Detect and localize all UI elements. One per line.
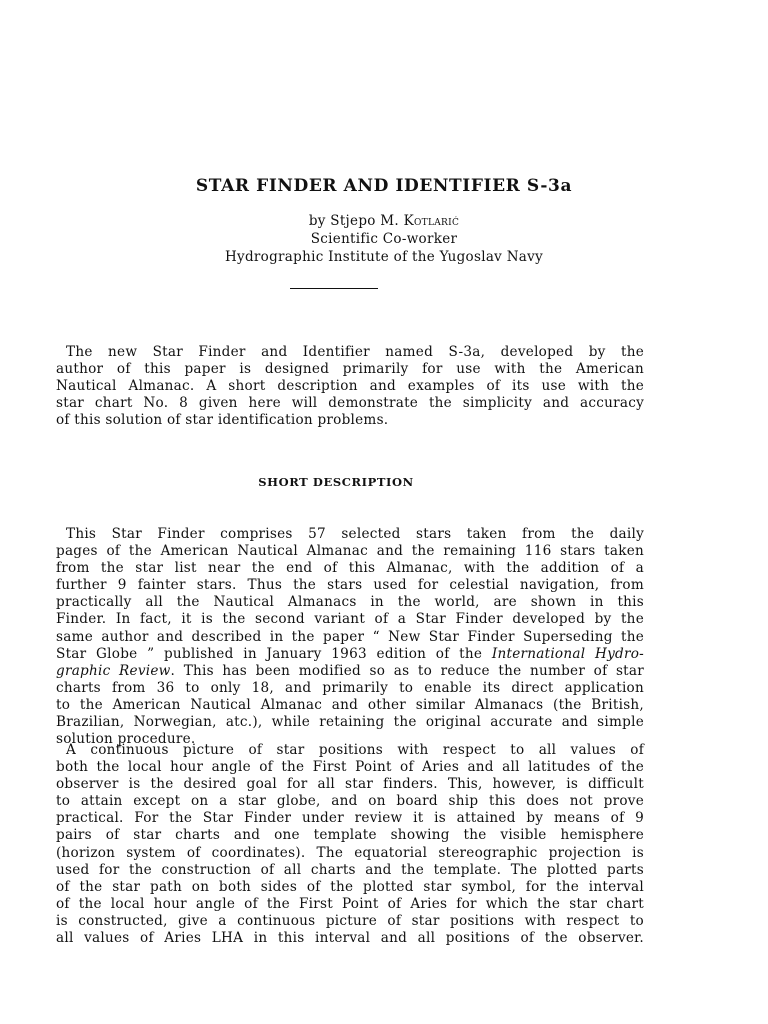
body-line: solution procedure.: [56, 731, 196, 748]
body-line: [56, 663, 644, 680]
body-line: pages of the American Nautical Almanac and the remaining 116 stars taken: [56, 543, 644, 560]
intro-paragraph: [56, 344, 644, 429]
body-line: of the local hour angle of the First Point of Aries for which the star chart: [56, 895, 644, 912]
body-line: same author and described in the paper “ New Star Finder Superseding the: [56, 628, 644, 645]
byline: [0, 212, 768, 266]
section-heading: [0, 475, 672, 489]
paper-title: STAR FINDER AND IDENTIFIER S-3a: [195, 176, 573, 196]
intro-line: author of this paper is designed primarily for use with the American: [56, 361, 644, 378]
body-line-text: . This has been modified so as to reduce the number of star: [170, 662, 645, 679]
body-line: Brazilian, Norwegian, atc.), while retaining the original accurate and simple: [56, 714, 644, 731]
body-line: used for the construction of all charts and the template. The plotted parts: [56, 861, 644, 878]
section-heading-text: SHORT DESCRIPTION: [258, 475, 414, 489]
body-line: charts from 36 to only 18, and primarily to enable its direct application: [56, 679, 644, 696]
author-prefix: by Stjepo M.: [308, 213, 404, 229]
intro-line: The new Star Finder and Identifier named S-3a, developed by the: [66, 344, 644, 360]
section-paragraph-1: [56, 526, 644, 748]
section-paragraph-2: [56, 742, 644, 947]
author-line: [0, 212, 768, 230]
body-line: further 9 fainter stars. Thus the stars used for celestial navigation, from: [56, 577, 644, 594]
journal-name-part1: International Hydro-: [491, 645, 644, 662]
intro-line: Nautical Almanac. A short description and examples of its use with the: [56, 378, 644, 395]
body-line: [56, 646, 644, 663]
body-line: all values of Aries LHA in this interval and all positions of the observer.: [56, 930, 644, 947]
body-line: to attain except on a star globe, and on board ship this does not prove: [56, 793, 644, 810]
author-surname: Kotlarić: [403, 213, 460, 229]
intro-line: of this solution of star identification problems.: [56, 412, 389, 429]
body-line: This Star Finder comprises 57 selected stars taken from the daily: [66, 526, 644, 542]
body-line: to the American Nautical Almanac and other similar Almanacs (the British,: [56, 696, 644, 713]
author-position: Scientific Co-worker: [310, 231, 458, 247]
title-divider: [290, 288, 378, 289]
intro-line: star chart No. 8 given here will demonstrate the simplicity and accuracy: [56, 395, 644, 412]
body-line: both the local hour angle of the First Point of Aries and all latitudes of the: [56, 759, 644, 776]
body-line: A continuous picture of star positions with respect to all values of: [66, 742, 644, 758]
body-line: practical. For the Star Finder under review it is attained by means of 9: [56, 810, 644, 827]
journal-name-part2: graphic Review: [56, 662, 171, 679]
body-line: practically all the Nautical Almanacs in the world, are shown in this: [56, 594, 644, 611]
body-line: pairs of star charts and one template showing the visible hemisphere: [56, 827, 644, 844]
body-line: from the star list near the end of this Almanac, with the addition of a: [56, 560, 644, 577]
author-institution: Hydrographic Institute of the Yugoslav Navy: [224, 249, 544, 265]
body-line: of the star path on both sides of the plotted star symbol, for the interval: [56, 878, 644, 895]
body-line: Finder. In fact, it is the second variant of a Star Finder developed by the: [56, 611, 644, 628]
body-line: observer is the desired goal for all star finders. This, however, is difficult: [56, 776, 644, 793]
body-line: (horizon system of coordinates). The equatorial stereographic projection is: [56, 844, 644, 861]
body-line: is constructed, give a continuous picture of star positions with respect to: [56, 912, 644, 929]
body-line-text: Star Globe ” published in January 1963 edition of the: [56, 645, 492, 662]
